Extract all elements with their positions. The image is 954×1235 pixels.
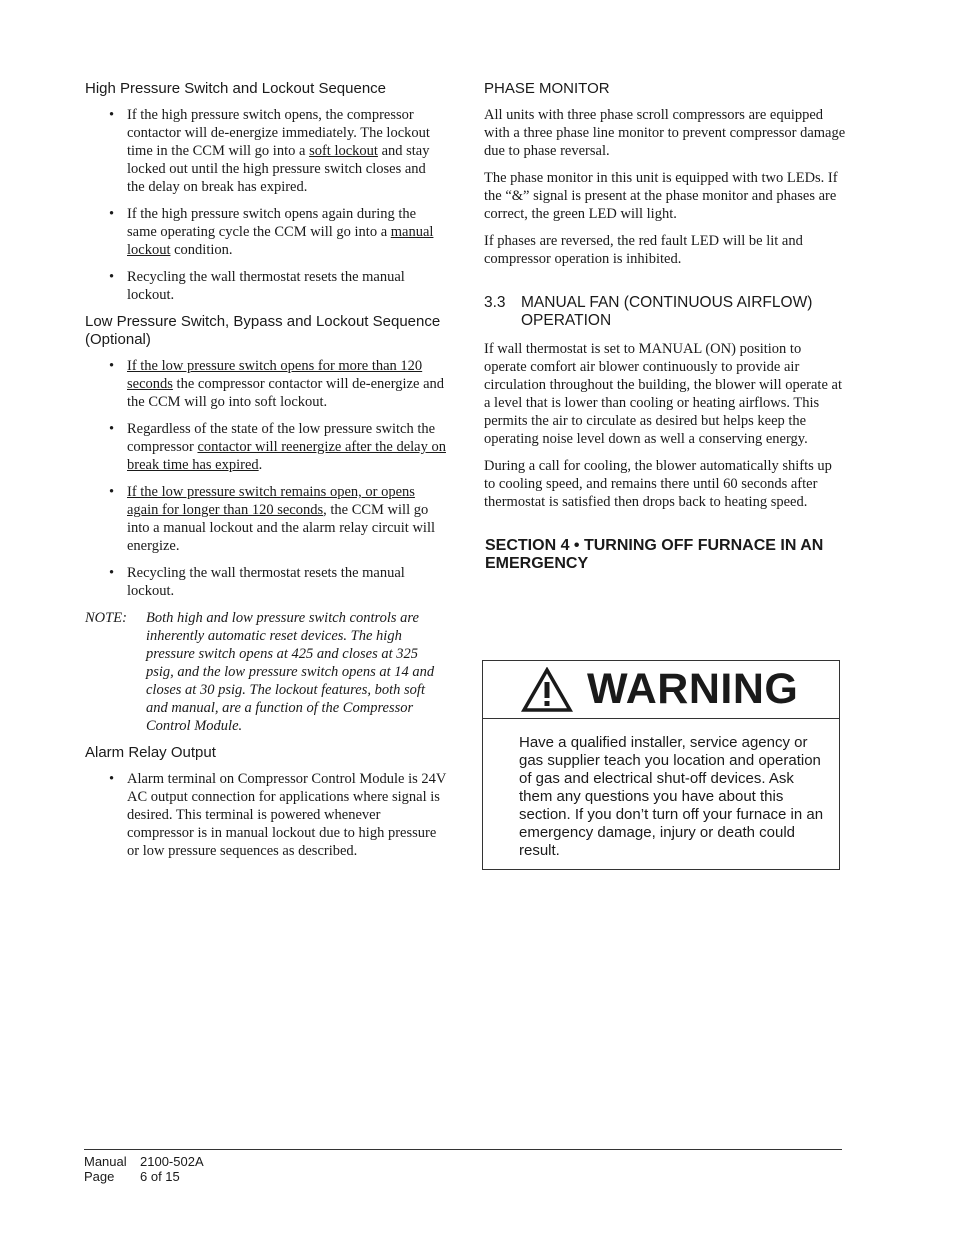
list-item: • If the low pressure switch opens for more than 120 seconds the compressor contactor will de-energize and the CCM will go into soft lockout. <box>109 358 445 410</box>
list-item: • If the high pressure switch opens, the compressor contactor will de-energize immediately. The lockout time in the CCM will go into a soft lockout and stay locked out until the high pressure switch closes and the delay on break has expired. <box>109 107 430 195</box>
note-label: NOTE: <box>85 610 127 626</box>
phase-monitor-paragraph: All units with three phase scroll compressors are equipped with a three phase line monitor to prevent compressor damage due to phase reversal. <box>484 107 846 159</box>
warning-title: WARNING <box>587 665 799 713</box>
warning-box <box>482 660 840 870</box>
footer-page <box>84 1169 180 1184</box>
high-pressure-heading: High Pressure Switch and Lockout Sequence <box>85 80 387 97</box>
footer-divider <box>84 1149 842 1150</box>
list-item: • Recycling the wall thermostat resets the manual lockout. <box>109 269 405 303</box>
left-column <box>85 80 447 869</box>
footer-manual <box>84 1154 204 1169</box>
footer-page-value: 6 of 15 <box>140 1169 180 1184</box>
phase-monitor-heading: PHASE MONITOR <box>484 80 610 97</box>
section-4-heading: SECTION 4 • TURNING OFF FURNACE IN AN EMERGENCY <box>485 537 824 572</box>
high-pressure-list <box>85 106 447 304</box>
low-pressure-heading: Low Pressure Switch, Bypass and Lockout Sequence (Optional) <box>85 313 441 348</box>
list-item: • Regardless of the state of the low pressure switch the compressor contactor will reenergize after the delay on break time has expired. <box>109 421 446 473</box>
phase-monitor-paragraph: The phase monitor in this unit is equipped with two LEDs. If the “&” signal is present at the phase monitor and phases are correct, the green LED will light. <box>484 170 838 222</box>
note-text: Both high and low pressure switch controls are inherently automatic reset devices. The high pressure switch opens at 425 and closes at 325 psig, and the low pressure switch opens at 14 and closes at 30 psig. The lockout features, both soft and manual, are a function of the Compressor Control Module. <box>146 610 435 734</box>
warning-triangle-icon <box>521 667 573 713</box>
alarm-relay-list <box>85 770 447 860</box>
list-item: • If the high pressure switch opens again during the same operating cycle the CCM will go into a manual lockout condition. <box>109 206 434 258</box>
right-column <box>484 80 846 573</box>
footer-page-label: Page <box>84 1169 115 1184</box>
pressure-note <box>85 609 447 735</box>
warning-header <box>483 661 839 719</box>
list-item: • Alarm terminal on Compressor Control Module is 24V AC output connection for applications where signal is desired. This terminal is powered whenever compressor is in manual lockout due to high pressure or low pressure sequences as described. <box>109 771 447 859</box>
manual-fan-paragraph: If wall thermostat is set to MANUAL (ON) position to operate comfort air blower continuously to provide air circulation throughout the building, the blower will operate at a level that is lower than cooling or heating airflows. This permits the air to circulate as desired but helps keep the operating noise level down as well a conserving energy. <box>484 341 842 447</box>
phase-monitor-paragraph: If phases are reversed, the red fault LED will be lit and compressor operation is inhibited. <box>484 233 803 267</box>
alarm-relay-heading: Alarm Relay Output <box>85 744 216 761</box>
section-title: MANUAL FAN (CONTINUOUS AIRFLOW) OPERATION <box>521 294 813 329</box>
section-3-3-heading <box>484 294 846 330</box>
section-number: 3.3 <box>484 294 506 311</box>
list-item: • If the low pressure switch remains open, or opens again for longer than 120 seconds, the CCM will go into a manual lockout and the alarm relay circuit will energize. <box>109 484 436 554</box>
warning-text: Have a qualified installer, service agency or gas supplier teach you location and operation of gas and electrical shut-off devices. Ask them any questions you have about this section. If you don’t turn off your furnace in an emergency damage, injury or death could result. <box>519 734 824 859</box>
low-pressure-list <box>85 357 447 600</box>
manual-fan-paragraph: During a call for cooling, the blower automatically shifts up to cooling speed, and remains there until 60 seconds after thermostat is satisfied then drops back to heating speed. <box>484 458 832 510</box>
footer-manual-value: 2100-502A <box>140 1154 204 1169</box>
list-item: • Recycling the wall thermostat resets the manual lockout. <box>109 565 405 599</box>
footer-manual-label: Manual <box>84 1154 127 1169</box>
